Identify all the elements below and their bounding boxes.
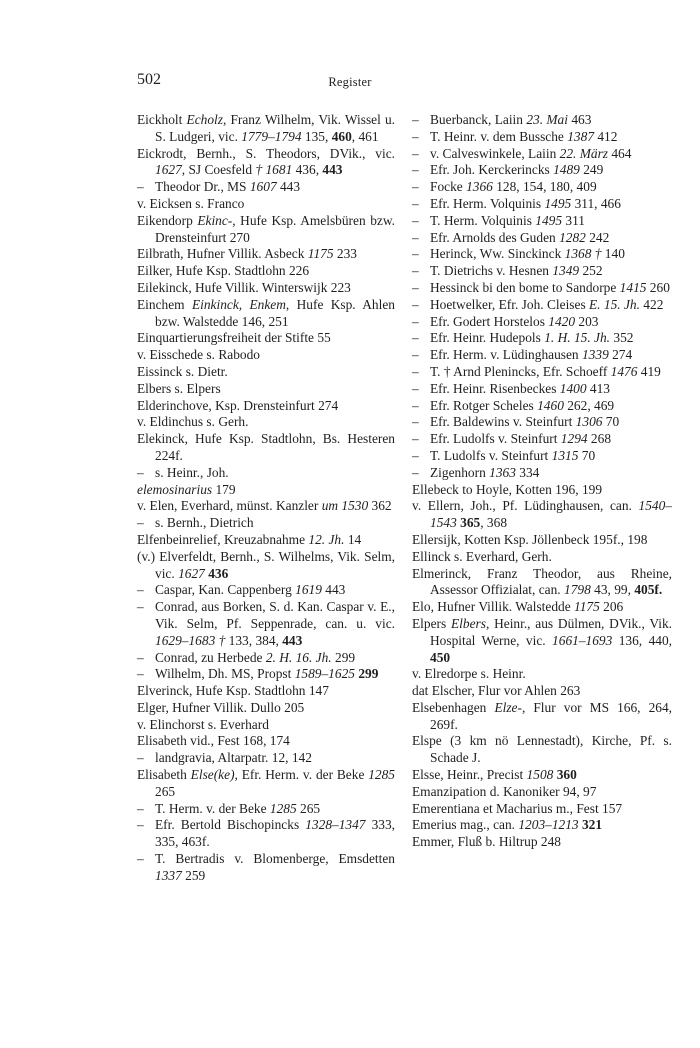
index-entry [137, 297, 395, 331]
entry-text: 1489 [553, 162, 580, 178]
entry-text: 450 [430, 649, 451, 665]
entry-text: 311 [562, 212, 585, 228]
continuation-dash: – [412, 212, 419, 228]
index-entry [137, 549, 395, 583]
entry-text: , Flur vor MS 166, 264, 269f. [430, 699, 672, 732]
index-entry [412, 700, 672, 734]
entry-text: 1627 [155, 162, 182, 178]
index-entry [137, 700, 395, 717]
entry-text: T. Herm. v. der Beke [155, 800, 270, 816]
entry-text: 1349 [552, 263, 580, 279]
entry-text: 463 [567, 112, 592, 127]
continuation-dash: – [412, 397, 419, 413]
entry-text: 133, 384, [225, 632, 283, 648]
entry-text: 1285 [269, 800, 297, 816]
index-entry [137, 851, 395, 885]
index-entry [412, 246, 672, 263]
index-entry [137, 532, 395, 549]
index-entry [137, 213, 395, 247]
running-head: Register [328, 75, 372, 89]
page-number: 502 [137, 71, 161, 88]
entry-text: 1306 [575, 414, 603, 430]
entry-text: 274 [608, 347, 633, 363]
index-entry [412, 398, 672, 415]
index-entry [412, 683, 672, 700]
entry-text: Elmerinck, Franz Theodor, aus Rheine, Assessor Offizialat, can. [412, 565, 672, 598]
index-entry [412, 767, 672, 784]
entry-text: 128, 154, 180, 409 [492, 179, 597, 195]
entry-text: 413 [586, 380, 610, 396]
index-entry [137, 666, 395, 683]
entry-text: Elderinchove, Ksp. Drensteinfurt 274 [137, 397, 339, 413]
continuation-dash: – [137, 817, 144, 833]
entry-text: 436, [292, 162, 323, 178]
entry-text: 1540–1543 [430, 498, 672, 531]
continuation-dash: – [412, 279, 419, 295]
index-entry [412, 817, 672, 834]
entry-text: 1366 [466, 179, 493, 195]
index-entry [412, 801, 672, 818]
index-entry [137, 146, 395, 180]
continuation-dash: – [412, 112, 419, 127]
index-entry [412, 599, 672, 616]
entry-text: 1294 [560, 431, 588, 447]
continuation-dash: – [412, 414, 419, 430]
index-column-left [137, 112, 395, 885]
entry-text: Eissinck s. Dietr. [137, 363, 228, 379]
entry-text: 23. Mai [526, 112, 568, 127]
entry-text: 464 [608, 145, 632, 161]
continuation-dash: – [137, 649, 144, 665]
index-entry [137, 482, 395, 499]
continuation-dash: – [412, 162, 419, 178]
index-entry [412, 532, 672, 549]
entry-text: 1661–1693 [552, 632, 613, 648]
index-entry [137, 498, 395, 515]
entry-text: 333, 335, 463f. [155, 817, 395, 850]
entry-text: 299 [331, 649, 356, 665]
entry-text: Elfenbeinrelief, Kreuzabnahme [137, 531, 309, 547]
index-entry [137, 767, 395, 801]
entry-text: 233 [333, 246, 357, 262]
entry-text: 1175 [307, 246, 334, 262]
index-entry [137, 414, 395, 431]
entry-text: 12. Jh. [308, 531, 345, 547]
entry-text: 1495 [544, 195, 572, 211]
entry-text: Emerius mag., can. [412, 817, 519, 833]
index-entry [412, 263, 672, 280]
continuation-dash: – [137, 851, 144, 867]
entry-text: 1619 [295, 582, 322, 598]
entry-text: , Hufe Ksp. Ahlen bzw. Walstedde 146, 251 [155, 296, 395, 329]
entry-text: 1415 [619, 279, 647, 295]
entry-text: Efr. Heinr. Risenbeckes [430, 380, 560, 396]
entry-text: Theodor Dr., MS [155, 179, 250, 195]
entry-text: v. Eldinchus s. Gerh. [137, 414, 249, 430]
entry-text: Echolz [186, 112, 223, 127]
index-entry [412, 230, 672, 247]
entry-text: T. Herm. Volquinis [430, 212, 536, 228]
entry-text: Eilekinck, Hufe Villik. Winterswijk 223 [137, 279, 351, 295]
entry-text: Efr. Baldewins v. Steinfurt [430, 414, 576, 430]
entry-text: T. Heinr. v. dem Bussche [430, 128, 568, 144]
index-entry [137, 599, 395, 649]
index-entry [412, 314, 672, 331]
entry-text: Conrad, aus Borken, S. d. Kan. Caspar v. E., Vik. Selm, Pf. Seppenrade, can. u. vic. [155, 599, 395, 631]
index-entry [412, 431, 672, 448]
entry-text: T. Bertradis v. Blomenberge, Emsdetten [155, 851, 395, 867]
entry-text: Efr. Herm. Volquinis [430, 195, 545, 211]
entry-text: 1368 † [564, 246, 602, 262]
entry-text: Eilker, Hufe Ksp. Stadtlohn 226 [137, 263, 310, 279]
entry-text: Eickholt [137, 112, 187, 127]
index-entry [412, 616, 672, 666]
entry-text: Hessinck bi den bome to Sandorpe [430, 279, 620, 295]
index-entry [137, 263, 395, 280]
entry-text: , 461 [351, 128, 379, 144]
entry-text: 1400 [559, 380, 587, 396]
index-entry [412, 784, 672, 801]
continuation-dash: – [137, 599, 144, 615]
index-entry [412, 414, 672, 431]
index-column-right [412, 112, 672, 851]
entry-text: 1339 [581, 347, 609, 363]
entry-text: 1420 [548, 313, 576, 329]
continuation-dash: – [137, 800, 144, 816]
index-entry [137, 280, 395, 297]
entry-text: 70 [602, 414, 620, 430]
continuation-dash: – [412, 263, 419, 279]
entry-text: , Franz Wilhelm, Vik. Wissel u. S. Ludgeri, vic. [155, 112, 395, 144]
continuation-dash: – [412, 313, 419, 329]
entry-text: 252 [579, 263, 603, 279]
entry-text: Elekinck, Hufe Ksp. Stadtlohn, Bs. Hesteren 224f. [137, 431, 395, 463]
entry-text: 136, 440, [612, 632, 673, 648]
entry-text: Elisabeth [137, 767, 191, 783]
entry-text: 460 [331, 128, 352, 144]
entry-text: 265 [155, 783, 176, 799]
entry-text: , Efr. Herm. v. der Beke [234, 767, 369, 783]
entry-text: Efr. Joh. Kerckerincks [430, 162, 554, 178]
entry-text: 1337 [155, 867, 182, 883]
entry-text: Herinck, Ww. Sinckinck [430, 246, 565, 262]
entry-text: Ellebeck to Hoyle, Kotten 196, 199 [412, 481, 603, 497]
index-entry [137, 246, 395, 263]
entry-text: , 368 [480, 515, 508, 531]
entry-text: Emerentiana et Macharius m., Fest 157 [412, 800, 623, 816]
index-entry [412, 381, 672, 398]
entry-text: 14 [344, 531, 362, 547]
index-entry [137, 112, 395, 146]
entry-text: Efr. Ludolfs v. Steinfurt [430, 431, 561, 447]
entry-text: 203 [575, 313, 599, 329]
entry-text: 422 [639, 296, 664, 312]
index-entry [137, 683, 395, 700]
entry-text: Ekinc- [197, 212, 233, 228]
entry-text: 265 [296, 800, 321, 816]
index-entry [137, 196, 395, 213]
entry-text: Elpers [412, 615, 451, 631]
entry-text: † 1681 [255, 162, 293, 178]
entry-text: Elo, Hufner Villik. Walstedde [412, 599, 575, 615]
entry-text: Efr. Heinr. Hudepols [430, 330, 545, 346]
entry-text: (v.) Elverfeldt, Bernh., S. Wilhelms, Vik. Selm, vic. [137, 548, 395, 581]
entry-text: v. Eicksen s. Franco [137, 195, 245, 211]
index-entry [137, 717, 395, 734]
continuation-dash: – [137, 750, 144, 766]
entry-text: 299 [358, 666, 379, 682]
index-entry [137, 179, 395, 196]
entry-text: 443 [282, 632, 303, 648]
entry-text: landgravia, Altarpatr. 12, 142 [155, 750, 312, 766]
entry-text: Elbers [450, 615, 486, 631]
entry-text: T. Dietrichs v. Hesnen [430, 263, 553, 279]
index-entry [412, 834, 672, 851]
index-entry [137, 364, 395, 381]
entry-text: 262, 469 [563, 397, 615, 413]
entry-text: um 1530 [321, 498, 369, 514]
entry-text: 179 [212, 481, 236, 497]
entry-text: Focke [430, 179, 467, 195]
entry-text: 1508 [526, 767, 554, 783]
index-entry [137, 817, 395, 851]
entry-text: 260 [646, 279, 670, 295]
entry-text: Elger, Hufner Villik. Dullo 205 [137, 699, 305, 715]
continuation-dash: – [412, 179, 419, 195]
entry-text: 242 [585, 229, 610, 245]
entry-text: 1476 [610, 363, 638, 379]
entry-text: 405f. [634, 582, 663, 598]
entry-text: v. Elinchorst s. Everhard [137, 716, 269, 732]
continuation-dash: – [412, 347, 419, 363]
entry-text: Efr. Arnolds des Guden [430, 229, 560, 245]
entry-text: Elsse, Heinr., Precist [412, 767, 527, 783]
entry-text: 1798 [564, 582, 591, 598]
entry-text: 1175 [574, 599, 600, 615]
entry-text: 206 [599, 599, 624, 615]
entry-text: 268 [587, 431, 612, 447]
entry-text: 1779–1794 [241, 128, 302, 144]
entry-text: Caspar, Kan. Cappenberg [155, 582, 296, 598]
entry-text: T. † Arnd Plenincks, Efr. Schoeff [430, 363, 611, 379]
entry-text: Zigenhorn [430, 464, 490, 480]
index-entry [412, 196, 672, 213]
index-entry [412, 213, 672, 230]
entry-text: 2. H. 16. Jh. [265, 649, 332, 665]
continuation-dash: – [412, 380, 419, 396]
entry-text: 140 [601, 246, 625, 262]
entry-text: Elspe (3 km nö Lennestadt), Kirche, Pf. s. Schade J. [412, 733, 672, 766]
entry-text: , SJ Coesfeld [181, 162, 256, 178]
continuation-dash: – [412, 296, 419, 312]
entry-text: Emmer, Fluß b. Hiltrup 248 [412, 834, 561, 850]
entry-text: 334 [515, 464, 540, 480]
continuation-dash: – [137, 464, 144, 480]
index-entry [137, 398, 395, 415]
index-entry [137, 381, 395, 398]
continuation-dash: – [412, 431, 419, 447]
entry-text: Hoetwelker, Efr. Joh. Cleises [430, 296, 589, 312]
index-entry [412, 129, 672, 146]
entry-text: 362 [368, 498, 392, 514]
entry-text: 1315 [551, 447, 579, 463]
entry-text: 1203–1213 [518, 817, 579, 833]
entry-text: elemosinarius [137, 481, 213, 497]
entry-text: Elze- [494, 699, 522, 715]
entry-text: Efr. Bertold Bischopincks [155, 817, 306, 833]
entry-text: Einkinck, Enkem [191, 296, 286, 312]
index-entry [412, 297, 672, 314]
entry-text: 352 [610, 330, 634, 346]
entry-text: 1285 [368, 767, 395, 783]
continuation-dash: – [412, 229, 419, 245]
index-entry [137, 347, 395, 364]
entry-text: 259 [181, 867, 206, 883]
index-entry [412, 549, 672, 566]
index-entry [412, 482, 672, 499]
index-entry [137, 582, 395, 599]
entry-text: 135, [301, 128, 332, 144]
index-entry [137, 750, 395, 767]
entry-text: 249 [579, 162, 604, 178]
entry-text: E. 15. Jh. [589, 296, 640, 312]
index-entry [412, 566, 672, 600]
continuation-dash: – [137, 179, 144, 195]
entry-text: Ellinck s. Everhard, Gerh. [412, 548, 552, 564]
continuation-dash: – [412, 464, 419, 480]
entry-text: , Hufe Ksp. Amelsbüren bzw. Drensteinfurt 270 [155, 212, 395, 245]
continuation-dash: – [137, 582, 144, 598]
entry-text: v. Elen, Everhard, münst. Kanzler [137, 498, 322, 514]
entry-text: , Heinr., aus Dülmen, DVik., Vik. Hospital Werne, vic. [430, 615, 672, 648]
index-entry [412, 448, 672, 465]
entry-text: 419 [637, 363, 661, 379]
entry-text: v. Ellern, Joh., Pf. Lüdinghausen, can. [412, 498, 639, 514]
entry-text: 443 [321, 582, 346, 598]
entry-text: Efr. Rotger Scheles [430, 397, 538, 413]
entry-text: dat Elscher, Flur vor Ahlen 263 [412, 683, 581, 699]
entry-text: Emanzipation d. Kanoniker 94, 97 [412, 783, 597, 799]
continuation-dash: – [137, 666, 144, 682]
index-entry [412, 280, 672, 297]
entry-text: Eilbrath, Hufner Villik. Asbeck [137, 246, 308, 262]
index-entry [137, 801, 395, 818]
entry-text: Wilhelm, Dh. MS, Propst [155, 666, 295, 682]
entry-text: v. Calveswinkele, Laiin [430, 145, 560, 161]
index-entry [412, 112, 672, 129]
entry-text: 1589–1625 [294, 666, 355, 682]
entry-text: T. Ludolfs v. Steinfurt [430, 447, 552, 463]
index-entry [412, 733, 672, 767]
entry-text: Efr. Godert Horstelos [430, 313, 549, 329]
index-entry [137, 515, 395, 532]
entry-text: 22. März [559, 145, 609, 161]
continuation-dash: – [137, 515, 144, 531]
entry-text: 436 [208, 565, 229, 581]
entry-text: s. Bernh., Dietrich [155, 515, 254, 531]
entry-text: Einquartierungsfreiheit der Stifte 55 [137, 330, 331, 346]
index-entry [137, 330, 395, 347]
entry-text: 311, 466 [571, 195, 621, 211]
index-entry [412, 330, 672, 347]
entry-text: 1627 [178, 565, 205, 581]
entry-text: 43, 99, [590, 582, 635, 598]
entry-text: 1363 [489, 464, 516, 480]
entry-text: Eickrodt, Bernh., S. Theodors, DVik., vic. [137, 145, 395, 161]
index-entry [412, 162, 672, 179]
entry-text: 321 [581, 817, 603, 833]
entry-text: 1282 [559, 229, 586, 245]
entry-text: Elverinck, Hufe Ksp. Stadtlohn 147 [137, 683, 329, 699]
continuation-dash: – [412, 330, 419, 346]
continuation-dash: – [412, 363, 419, 379]
entry-text: Ellersijk, Kotten Ksp. Jöllenbeck 195f., 198 [412, 531, 648, 547]
entry-text: 1607 [249, 179, 277, 195]
entry-text: 360 [556, 767, 577, 783]
index-entry [137, 431, 395, 465]
entry-text: 1328–1347 [305, 817, 366, 833]
index-entry [137, 733, 395, 750]
entry-text: 1460 [537, 397, 564, 413]
index-entry [412, 364, 672, 381]
index-entry [412, 146, 672, 163]
index-entry [412, 465, 672, 482]
entry-text: Elsebenhagen [412, 699, 495, 715]
index-entry [412, 179, 672, 196]
entry-text: 443 [322, 162, 343, 178]
entry-text: Einchem [137, 296, 192, 312]
entry-text: s. Heinr., Joh. [155, 464, 229, 480]
entry-text: 443 [276, 179, 301, 195]
continuation-dash: – [412, 128, 419, 144]
entry-text: Elisabeth vid., Fest 168, 174 [137, 733, 290, 749]
continuation-dash: – [412, 145, 419, 161]
entry-text: 70 [578, 447, 596, 463]
entry-text: Elbers s. Elpers [137, 380, 221, 396]
entry-text: v. Elredorpe s. Heinr. [412, 666, 526, 682]
entry-text: Buerbanck, Laiin [430, 112, 527, 127]
index-entry [412, 498, 672, 532]
index-entry [137, 650, 395, 667]
continuation-dash: – [412, 195, 419, 211]
entry-text: 412 [594, 128, 618, 144]
entry-text: Else(ke) [190, 767, 235, 783]
continuation-dash: – [412, 447, 419, 463]
entry-text: Efr. Herm. v. Lüdinghausen [430, 347, 582, 363]
index-entry [412, 666, 672, 683]
entry-text: 1387 [567, 128, 595, 144]
continuation-dash: – [412, 246, 419, 262]
entry-text: Conrad, zu Herbede [155, 649, 266, 665]
entry-text: 1495 [535, 212, 563, 228]
entry-text: 1. H. 15. Jh. [544, 330, 611, 346]
entry-text: v. Eisschede s. Rabodo [137, 347, 260, 363]
index-entry [137, 465, 395, 482]
entry-text: 1629–1683 † [155, 632, 226, 648]
entry-text: 365 [460, 515, 481, 531]
index-entry [412, 347, 672, 364]
entry-text: Eikendorp [137, 212, 198, 228]
